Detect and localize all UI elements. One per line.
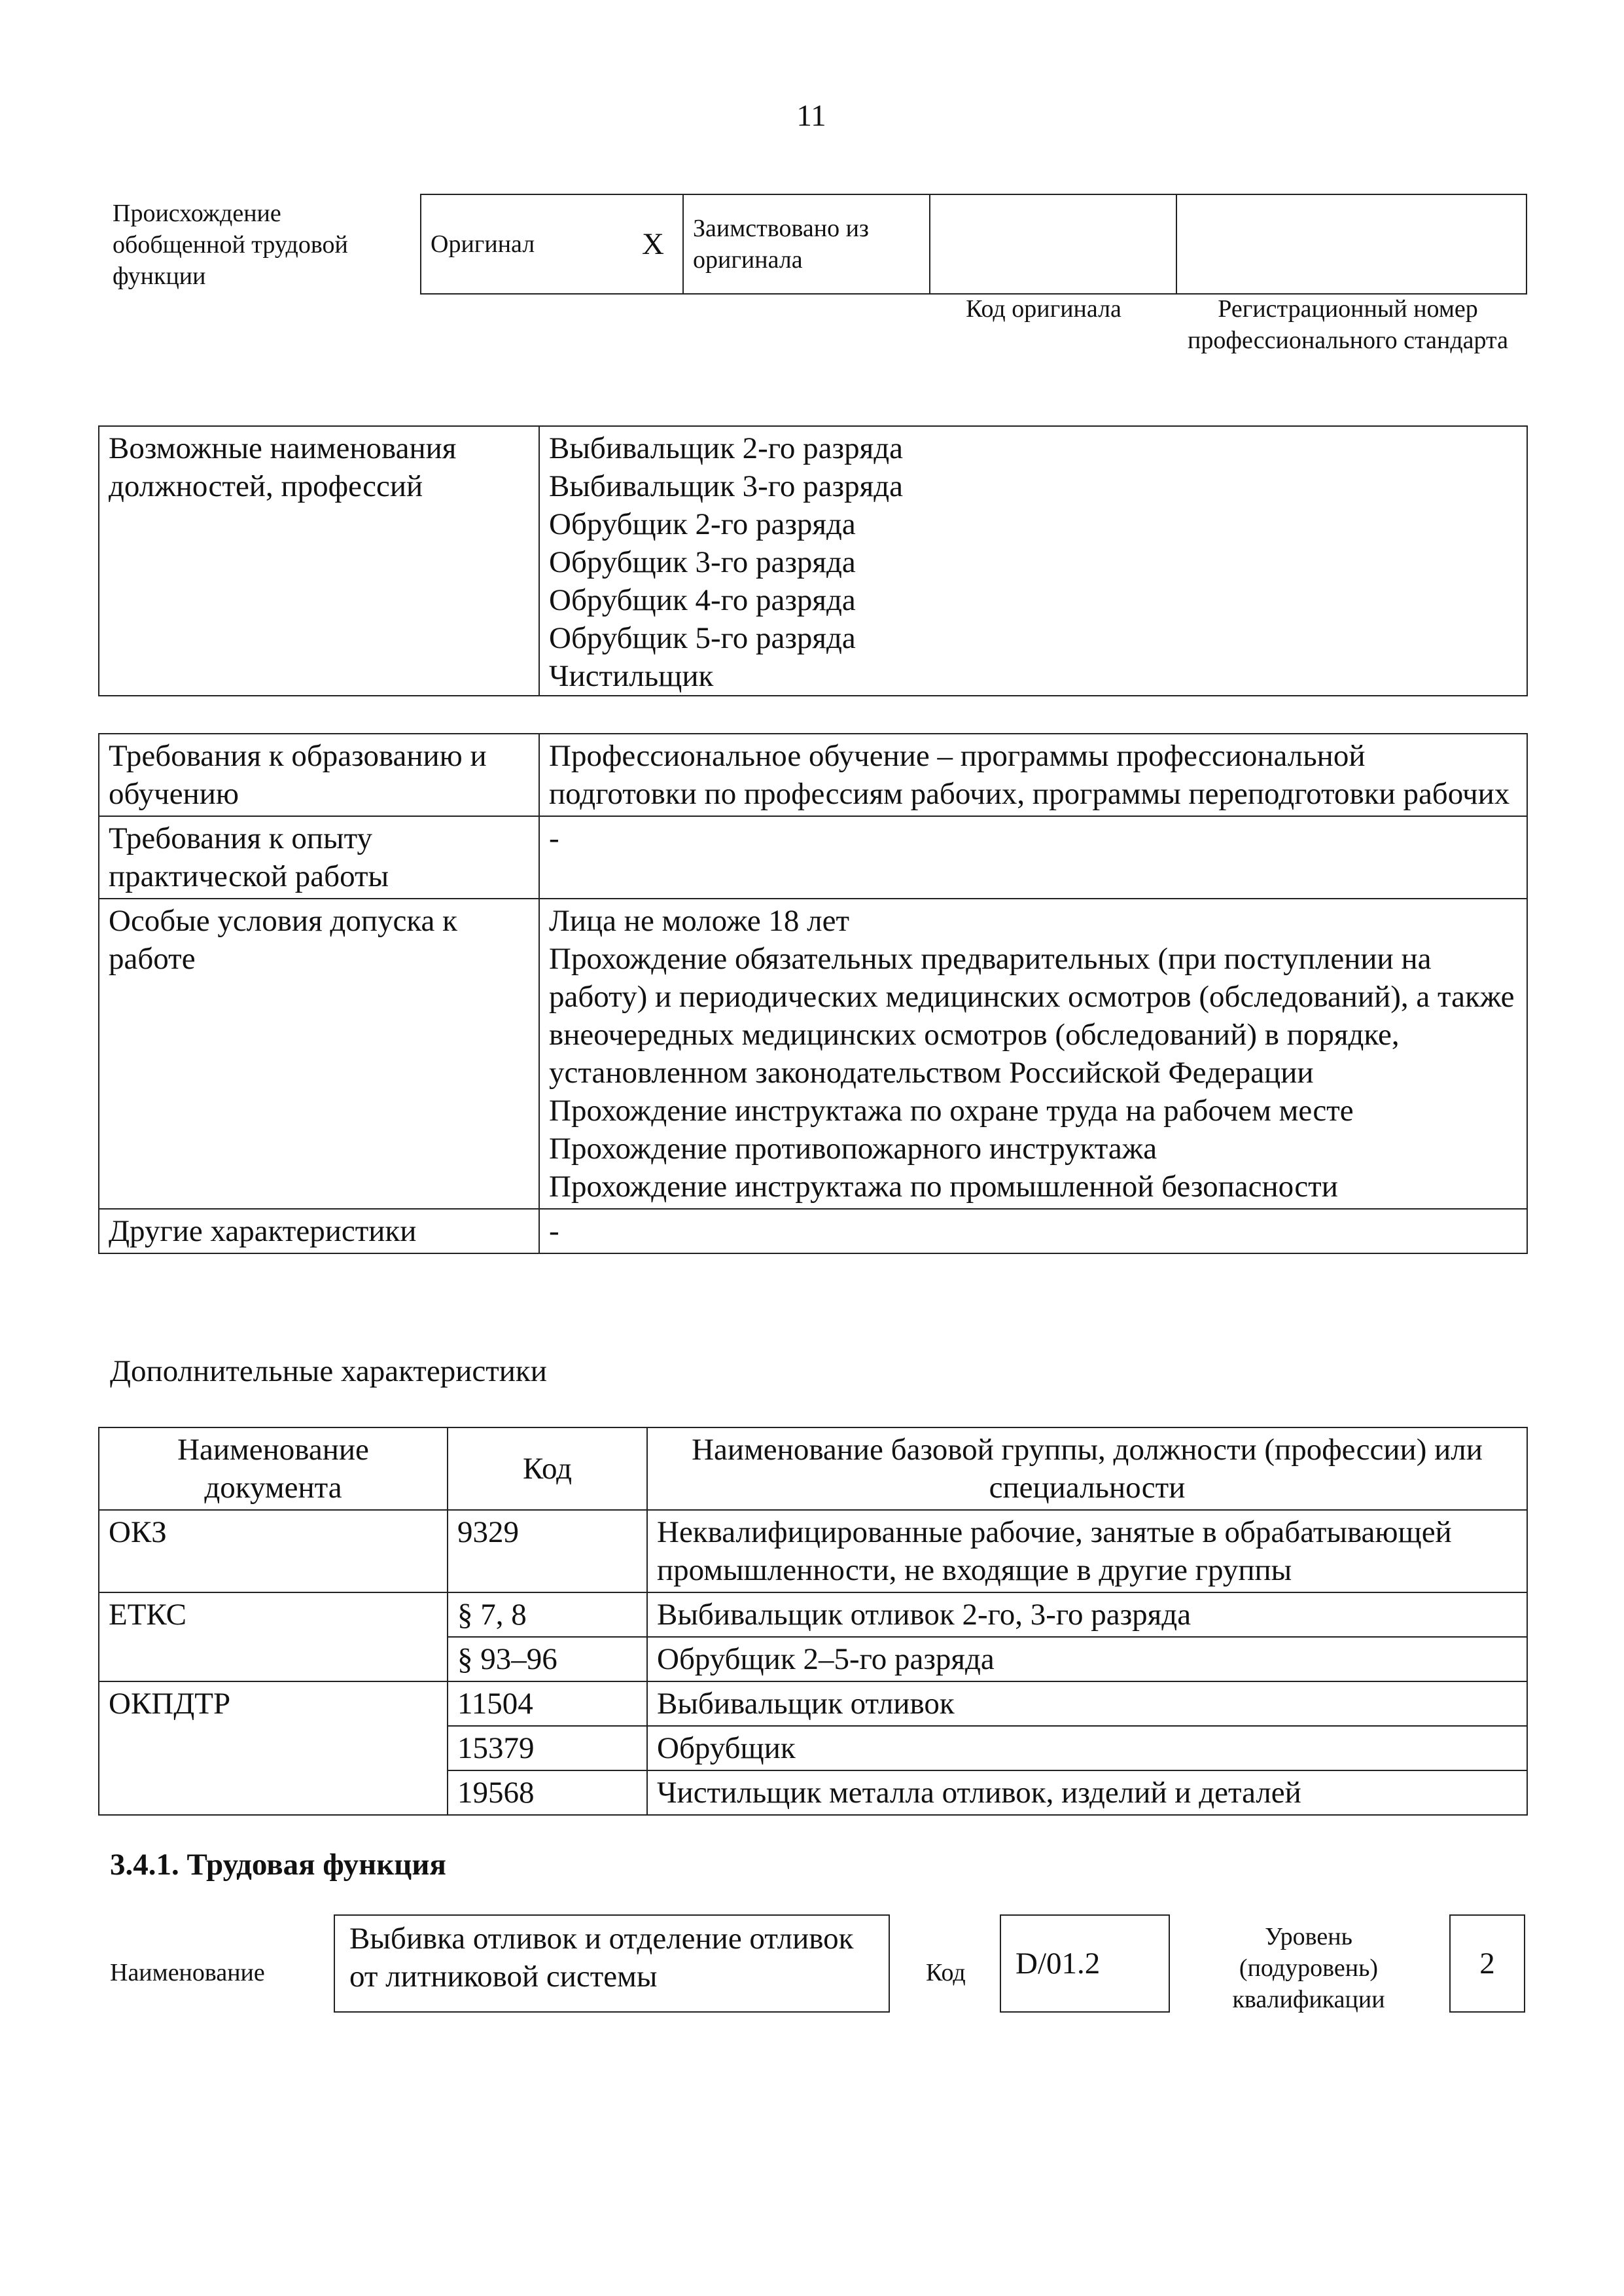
table-row: [99, 1592, 1527, 1637]
code-cell: § 7, 8: [448, 1592, 647, 1637]
req-label: Другие характеристики: [99, 1209, 539, 1253]
origin-label: Происхождение обобщенной трудовой функции: [113, 200, 348, 290]
page-number: 11: [796, 99, 826, 133]
origin-table: [420, 194, 1527, 295]
function-level-label: Уровень (подуровень) квалификации: [1232, 1923, 1385, 2013]
doc-cell: ЕТКС: [99, 1592, 448, 1681]
list-item: Обрубщик 2-го разряда: [549, 507, 856, 541]
reg-number-label: Регистрационный номер профессионального стандарта: [1188, 295, 1508, 354]
doc-cell: ОКПДТР: [99, 1681, 448, 1815]
function-code-label: Код: [926, 1959, 966, 1986]
list-item: Обрубщик 4-го разряда: [549, 583, 856, 617]
name-cell: Выбивальщик отливок: [647, 1681, 1527, 1726]
doc-cell: ОКЗ: [99, 1510, 448, 1592]
code-cell: 9329: [448, 1510, 647, 1592]
req-value: [539, 1209, 1527, 1253]
req-label: Требования к образованию и обучению: [99, 734, 539, 816]
list-item: Выбивальщик 2-го разряда: [549, 431, 903, 465]
reg-number-cell: [1176, 194, 1527, 294]
function-heading: 3.4.1. Трудовая функция: [110, 1848, 446, 1882]
additional-title: Дополнительные характеристики: [110, 1354, 547, 1388]
name-cell: Обрубщик 2–5-го разряда: [647, 1637, 1527, 1681]
name-cell: Обрубщик: [647, 1726, 1527, 1770]
req-line: Прохождение противопожарного инструктажа: [549, 1132, 1157, 1166]
req-line: -: [549, 1214, 559, 1248]
origin-borrowed: Заимствовано из оригинала: [683, 194, 930, 294]
code-cell: 19568: [448, 1770, 647, 1815]
code-original-cell: [930, 194, 1176, 294]
req-label: Особые условия допуска к работе: [99, 899, 539, 1209]
req-value: [539, 816, 1527, 899]
function-name-label: Наименование: [110, 1959, 265, 1986]
table-row: [99, 1510, 1527, 1592]
list-item: Выбивальщик 3-го разряда: [549, 469, 903, 503]
header-code: Код: [448, 1427, 647, 1510]
req-line: Лица не моложе 18 лет: [549, 904, 850, 938]
req-label: Требования к опыту практической работы: [99, 816, 539, 899]
code-cell: § 93–96: [448, 1637, 647, 1681]
origin-original-cell: [421, 194, 683, 294]
code-cell: 11504: [448, 1681, 647, 1726]
code-original-label: Код оригинала: [966, 295, 1121, 323]
function-level-value: 2: [1449, 1914, 1525, 2013]
function-name-value: Выбивка отливок и отделение отливок от литниковой системы: [334, 1914, 890, 2013]
table-header-row: [99, 1427, 1527, 1510]
list-item: Обрубщик 5-го разряда: [549, 621, 856, 655]
positions-label: Возможные наименования должностей, профессий: [99, 426, 539, 696]
origin-original: Оригинал: [431, 230, 535, 258]
table-row: [99, 1681, 1527, 1726]
code-cell: 15379: [448, 1726, 647, 1770]
req-value: [539, 899, 1527, 1209]
table-row: [99, 1209, 1527, 1253]
req-line: Прохождение обязательных предварительных (при поступлении на работу) и периодических медицинских осмотров (обследований), а также внеочередных медицинских осмотров (обследований) в порядке, установленном законодательством Российской Федерации: [549, 942, 1515, 1090]
positions-list: [539, 426, 1527, 696]
table-row: [99, 899, 1527, 1209]
positions-table: [98, 425, 1528, 696]
req-line: Прохождение инструктажа по охране труда на рабочем месте: [549, 1094, 1354, 1128]
table-row: [99, 734, 1527, 816]
name-cell: Выбивальщик отливок 2-го, 3-го разряда: [647, 1592, 1527, 1637]
name-cell: Чистильщик металла отливок, изделий и деталей: [647, 1770, 1527, 1815]
original-mark: X: [642, 227, 664, 261]
list-item: Обрубщик 3-го разряда: [549, 545, 856, 579]
header-doc: Наименование документа: [99, 1427, 448, 1510]
req-value: [539, 734, 1527, 816]
table-row: [99, 816, 1527, 899]
req-line: Профессиональное обучение – программы профессиональной подготовки по профессиям рабочих, программы переподготовки рабочих: [549, 739, 1510, 811]
list-item: Чистильщик: [549, 659, 714, 693]
req-line: -: [549, 821, 559, 855]
req-line: Прохождение инструктажа по промышленной безопасности: [549, 1170, 1338, 1204]
function-code-value: D/01.2: [1000, 1914, 1170, 2013]
additional-table: [98, 1427, 1528, 1816]
header-name: Наименование базовой группы, должности (профессии) или специальности: [647, 1427, 1527, 1510]
name-cell: Неквалифицированные рабочие, занятые в обрабатывающей промышленности, не входящие в другие группы: [647, 1510, 1527, 1592]
requirements-table: [98, 733, 1528, 1254]
